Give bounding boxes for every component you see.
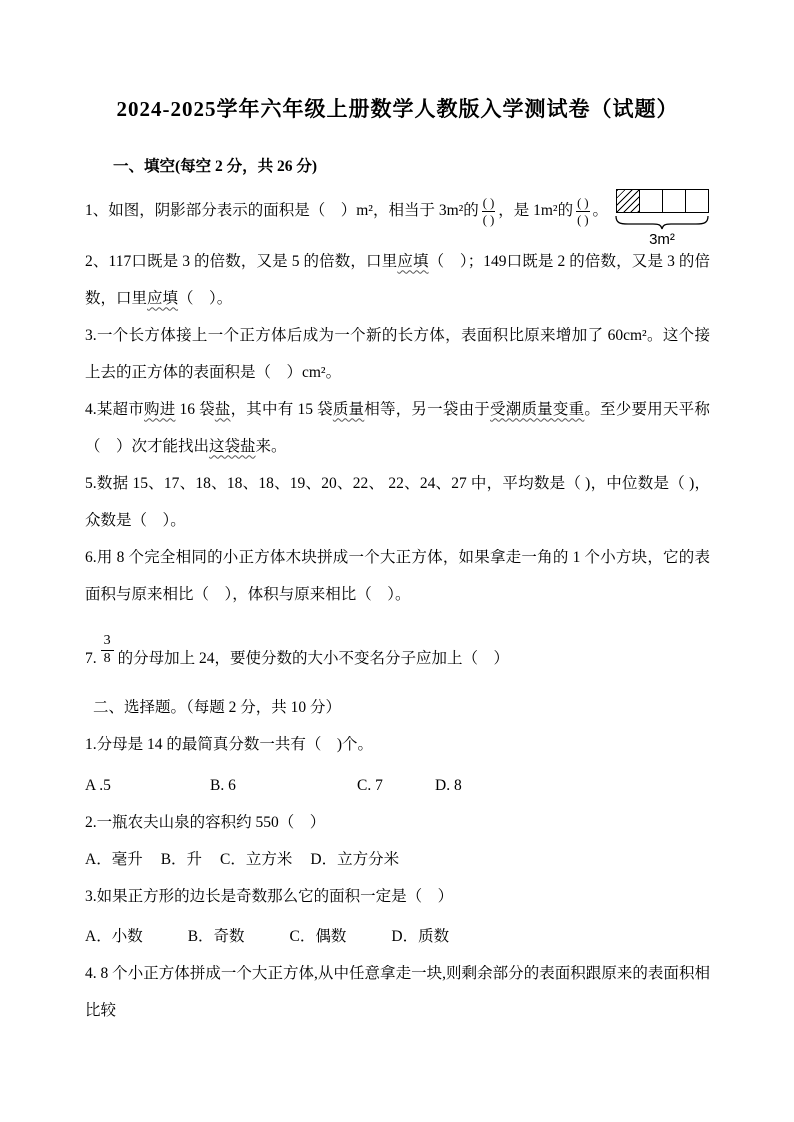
fraction-three-eighths — [101, 633, 114, 668]
choice-1-options — [85, 767, 710, 804]
choice-3-options — [85, 918, 710, 955]
question-3: 3.一个长方体接上一个正方体后成为一个新的长方体，表面积比原来增加了 60cm²。这个接上去的正方体的表面积是（ ）cm²。 — [85, 327, 710, 382]
option-item: A．毫升 — [85, 851, 143, 869]
fraction-blank-numerator: ( ) — [482, 195, 495, 212]
option-item: C. 7 — [357, 777, 383, 795]
hatched-cell — [617, 190, 640, 212]
figure-label: 3m² — [649, 231, 675, 249]
question-6: 6.用 8 个完全相同的小正方体木块拼成一个大正方体，如果拿走一角的 1 个小方块，它的表面积与原来相比（ ），体积与原来相比（ ）。 — [85, 549, 710, 604]
spellcheck-flagged-text: 盐 — [214, 401, 231, 419]
spellcheck-flagged-text: 应填 — [397, 253, 429, 271]
q7-number: 7. — [85, 650, 97, 668]
underbrace-icon — [615, 215, 709, 230]
empty-cell — [663, 190, 686, 212]
q1-figure — [614, 189, 710, 248]
choice-section-heading: 二、选择题。（每题 2 分，共 10 分） — [93, 699, 342, 717]
question-1-text — [85, 181, 621, 241]
question-7 — [85, 633, 710, 679]
text-segment: ，其中有 15 袋 — [230, 401, 333, 419]
text-segment: （ ）；149口既是 2 的倍数，又是 3 的倍数，口里 — [85, 253, 710, 308]
option-item: D．立方分米 — [310, 851, 400, 869]
fraction-blank-1 — [482, 195, 495, 229]
rect-diagram — [616, 189, 709, 213]
q1-text-mid: ，是 1m²的 — [498, 202, 574, 220]
option-item: C．立方米 — [220, 851, 293, 869]
option-item: D. 8 — [435, 777, 462, 795]
text-segment: 16 袋 — [175, 401, 215, 419]
question-1 — [85, 181, 710, 249]
choice-2-options — [85, 841, 710, 878]
spellcheck-flagged-text: 受潮质量变重 — [490, 401, 585, 419]
spellcheck-flagged-text: 购进 — [144, 401, 176, 419]
question-2 — [85, 243, 710, 317]
text-segment: 4.某超市 — [85, 401, 144, 419]
choice-question-2: 2.一瓶农夫山泉的容积约 550（ ） — [85, 814, 326, 832]
choice-question-4: 4. 8 个小正方体拼成一个大正方体,从中任意拿走一块,则剩余部分的表面积跟原来的表面积相比较 — [85, 965, 710, 1020]
q1-text-end: 。 — [592, 202, 609, 220]
spellcheck-flagged-text: 质量 — [332, 401, 365, 419]
text-segment: 来。 — [255, 438, 287, 456]
spellcheck-flagged-text: 这袋盐 — [209, 438, 256, 456]
fraction-blank-denominator: ( ) — [482, 212, 495, 227]
question-4 — [85, 391, 710, 465]
empty-cell — [640, 190, 663, 212]
choice-question-3: 3.如果正方形的边长是奇数那么它的面积一定是（ ） — [85, 888, 454, 906]
fraction-blank-2 — [576, 195, 589, 229]
page-title: 2024-2025学年六年级上册数学人教版入学测试卷（试题） — [116, 97, 679, 121]
option-item: B. 6 — [210, 777, 236, 795]
fraction-denominator: 8 — [103, 650, 111, 666]
spellcheck-flagged-text: 应填 — [147, 290, 179, 308]
question-5: 5.数据 15、17、18、18、18、19、20、22、 22、24、27 中，平均数是（ )，中位数是（ )，众数是（ ）。 — [85, 475, 710, 530]
fraction-blank-numerator: ( ) — [576, 195, 589, 212]
option-item: B．升 — [160, 851, 203, 869]
text-segment: （ ）。 — [178, 290, 233, 308]
option-item: B．奇数 — [187, 928, 245, 946]
option-item: D．质数 — [391, 928, 450, 946]
q7-text: 的分母加上 24，要使分数的大小不变名分子应加上（ ） — [117, 650, 510, 668]
text-segment: 相等，另一袋由于 — [364, 401, 491, 419]
option-item: A．小数 — [85, 928, 143, 946]
text-segment: 2、117口既是 3 的倍数，又是 5 的倍数，口里 — [85, 253, 398, 271]
q1-text-pre: 1、如图，阴影部分表示的面积是（ ）m²，相当于 3m²的 — [85, 202, 479, 220]
empty-cell — [686, 190, 708, 212]
fraction-numerator: 3 — [101, 633, 114, 651]
option-item: C．偶数 — [289, 928, 347, 946]
fraction-blank-denominator: ( ) — [577, 212, 589, 227]
option-item: A .5 — [85, 777, 111, 795]
text-segment: 。至少要用天平称（ ）次才能找出 — [85, 401, 710, 456]
choice-question-1: 1.分母是 14 的最简真分数一共有（ )个。 — [85, 736, 374, 754]
fill-section-heading: 一、填空(每空 2 分，共 26 分) — [113, 158, 318, 176]
